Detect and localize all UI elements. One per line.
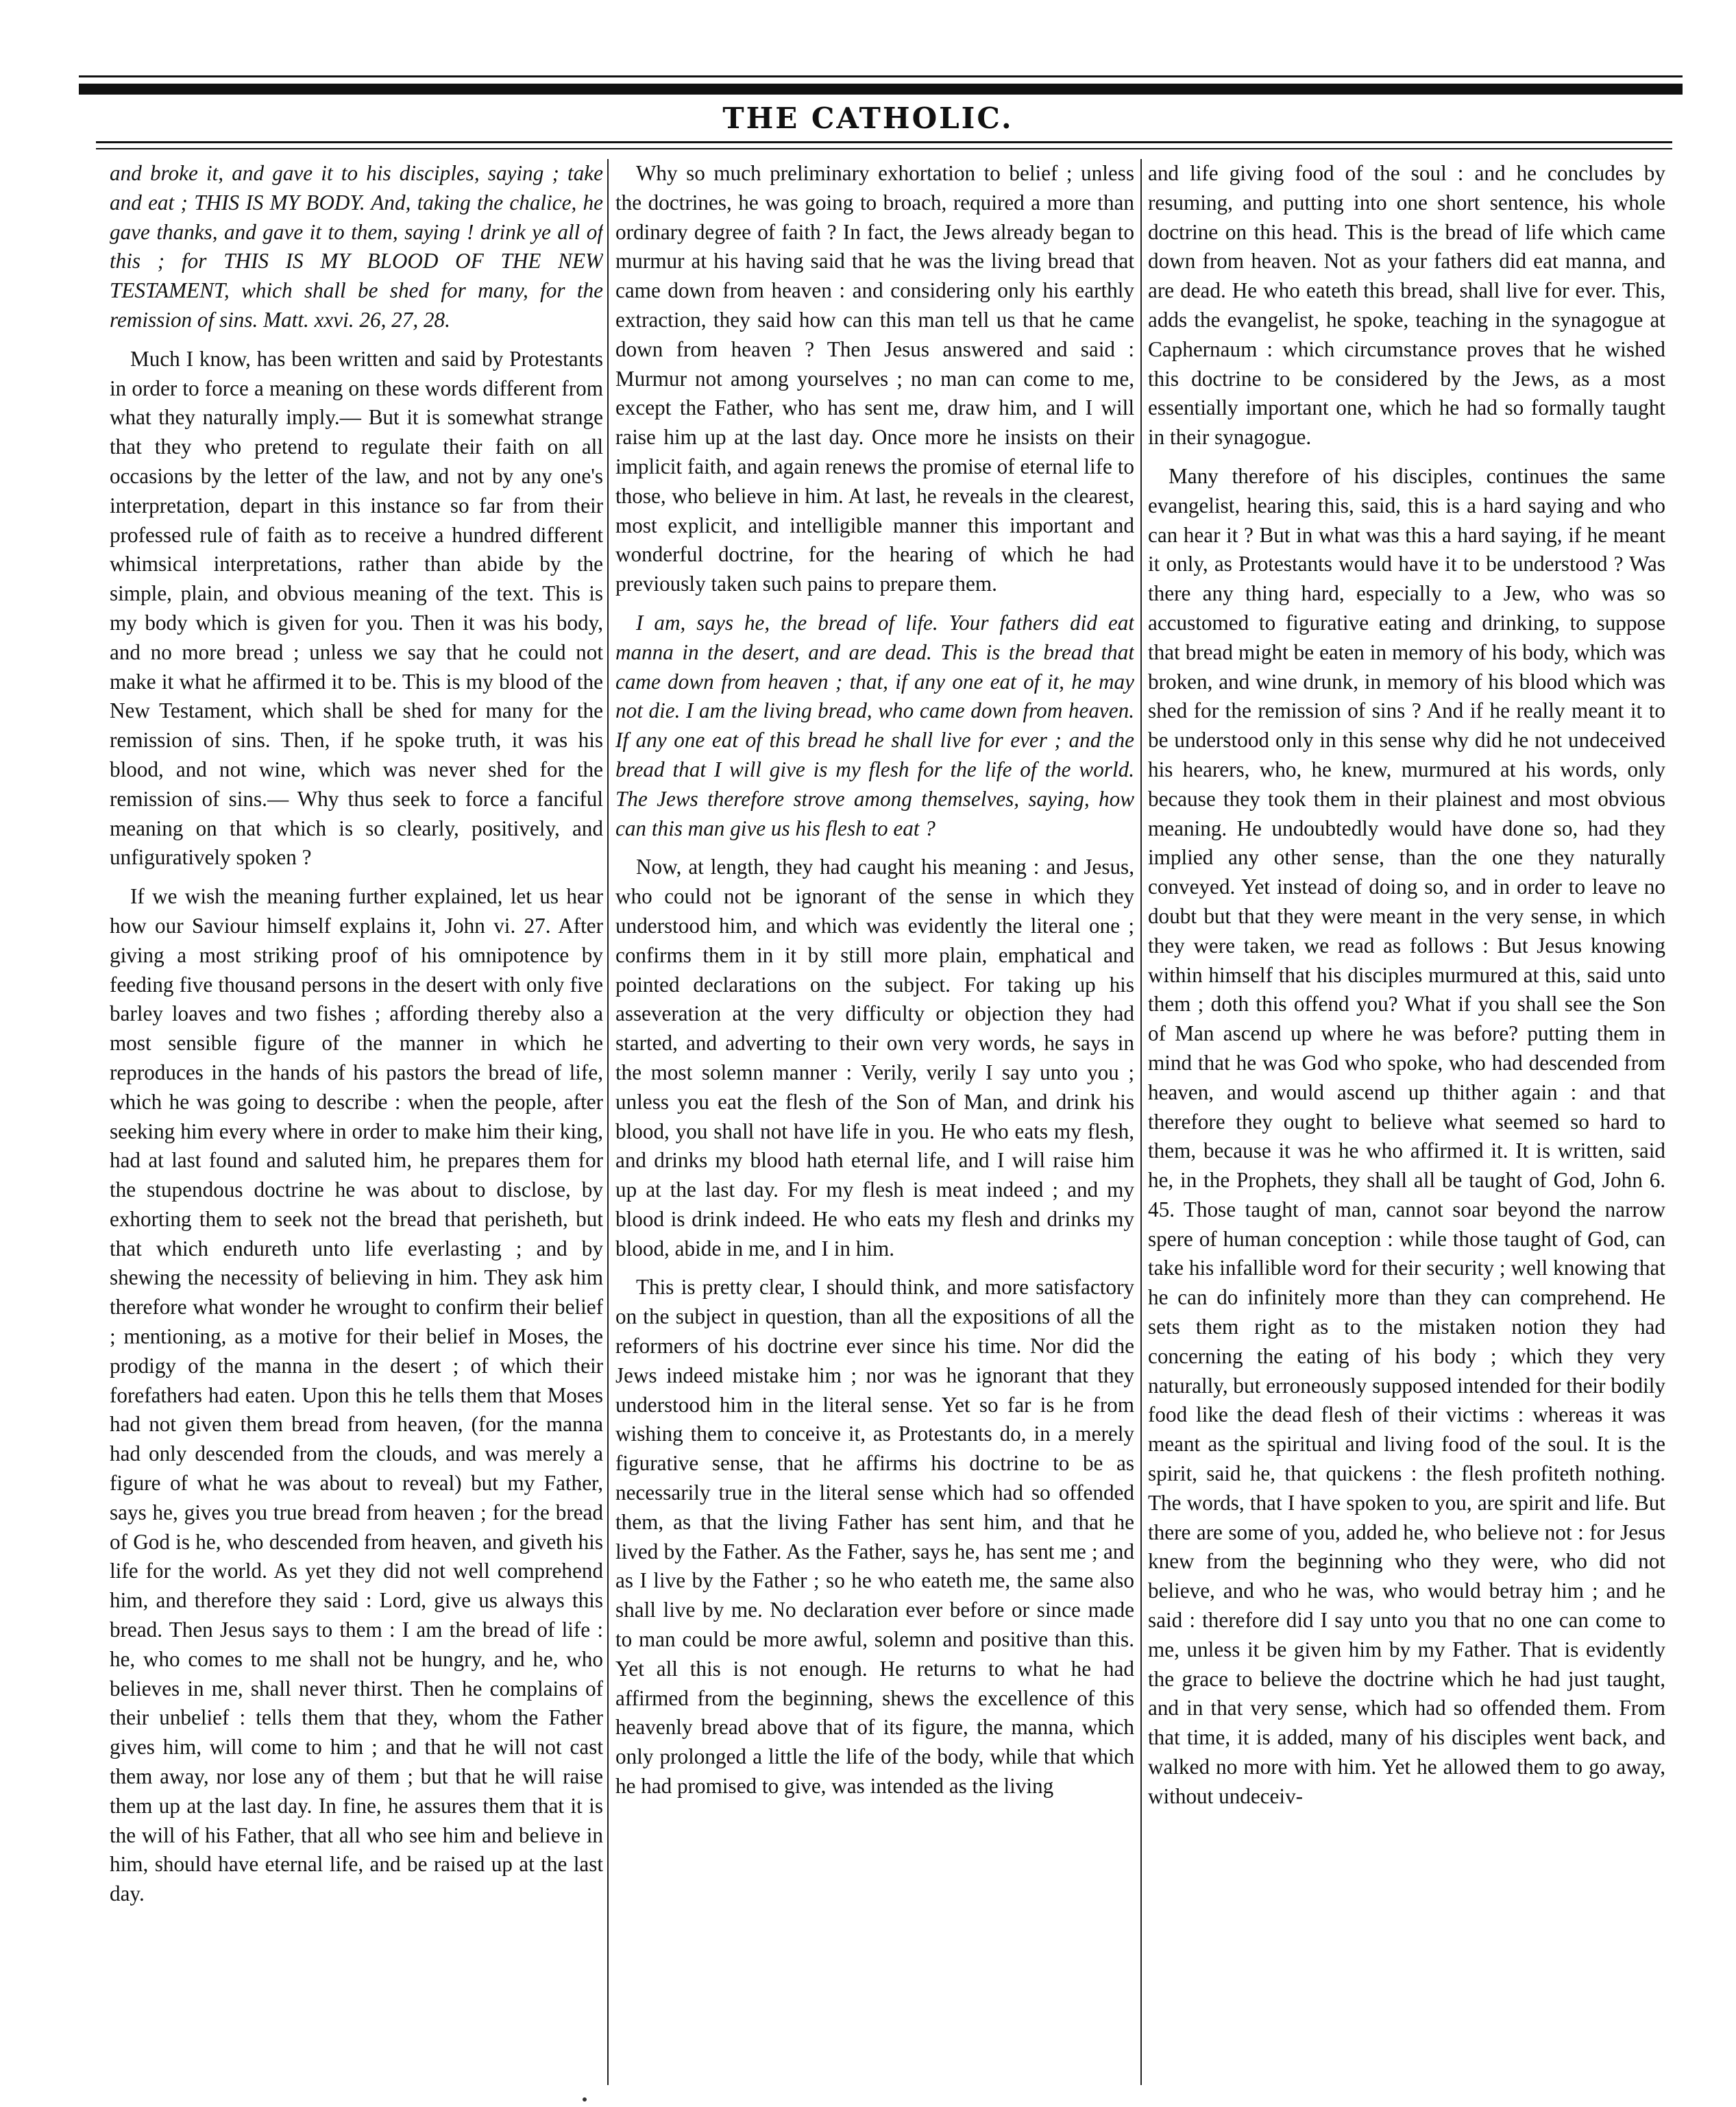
masthead-rule-top [79, 75, 1683, 77]
column-2-paragraph-1: Why so much preliminary exhortation to belief ; unless the doctrines, he was going to broach, required a more than ordinary degree of faith ? In fact, the Jews already began to murmur at his having said that he was the living bread that came down from heaven : and considering only his earthly extraction, they said how can this man tell us that he came down from heaven ? Then Jesus answered and said : Murmur not among yourselves ; no man can come to me, except the Father, who has sent me, draw him, and I will raise him up at the last day. Once more he insists on their implicit faith, and again renews the promise of eternal life to those, who believe in him. At last, he reveals in the clearest, most explicit, and intelligible manner this important and wonderful doctrine, for the hearing of which he had previously taken such pains to prepare them. [615, 161, 1134, 596]
column-1 [110, 159, 603, 2085]
ink-speck [583, 2097, 587, 2102]
column-2-paragraph-3: Now, at length, they had caught his meaning : and Jesus, who could not be ignorant of the sense in which they understood him, and which was evidently the literal one ; confirms them in it by still more plain, emphatical and pointed declarations on the subject. For taking up his asseveration at the very difficulty or objection they had started, and adverting to their own very words, he says in the most solemn manner : Verily, verily I say unto you ; unless you eat the flesh of the Son of Man, and drink his blood, you shall not have life in you. He who eats my flesh, and drinks my blood hath eternal life, and I will raise him up at the last day. For my flesh is meat indeed ; and my blood is drink indeed. He who eats my flesh and drinks my blood, abide in me, and I in him. [615, 855, 1134, 1260]
column-3 [1148, 159, 1665, 2085]
column-1-paragraph-2: Much I know, has been written and said by Protestants in order to force a meaning on these words different from what they naturally imply.— But it is somewhat strange that they who pretend to regulate their faith on all occasions by the letter of the law, and not by any one's interpretation, depart in this instance so far from their professed rule of faith as to receive a hundred different whimsical interpretations, rather than abide by the simple, plain, and obvious meaning of the text. This is my body which is given for you. Then it was his body, and no more bread ; unless we say that he could not make it what he affirmed it to be. This is my blood of the New Testament, which shall be shed for many for the remission of sins. Then, if he spoke truth, it was his blood, and not wine, which was never shed for the remission of sins.— Why thus seek to force a fanciful meaning on that which is so clearly, positively, and unfiguratively spoken ? [110, 346, 603, 870]
masthead-rule-thick [79, 84, 1683, 95]
column-divider-2 [1140, 159, 1142, 2085]
column-1-paragraph-1: and broke it, and gave it to his disciples, saying ; take and eat ; THIS IS MY BODY. And, taking the chalice, he gave thanks, and gave it to them, saying ! drink ye all of this ; for THIS IS MY BLOOD OF THE NEW TESTAMENT, which shall be shed for many, for the remission of sins. Matt. xxvi. 26, 27, 28. [110, 161, 603, 332]
column-2-paragraph-2: I am, says he, the bread of life. Your fathers did eat manna in the desert, and are dead. This is the bread that came down from heaven ; that, if any one eat of it, he may not die. I am the living bread, who came down from heaven. If any one eat of this bread he shall live for ever ; and the bread that I will give is my flesh for the life of the world. The Jews therefore strove among themselves, saying, how can this man give us his flesh to eat ? [615, 610, 1134, 840]
column-1-paragraph-3: If we wish the meaning further explained, let us hear how our Saviour himself explains it, John vi. 27. After giving a most striking proof of his omnipotence by feeding five thousand persons in the desert with only five barley loaves and two fishes ; affording thereby also a most sensible figure of the manner in which he reproduces in the hands of his pastors the bread of life, which he was going to describe : when the people, after seeking him every where in order to make him their king, had at last found and saluted him, he prepares them for the stupendous doctrine he was about to disclose, by exhorting them to seek not the bread that perisheth, but that which endureth unto life everlasting ; and by shewing the necessity of believing in him. They ask him therefore what wonder he wrought to confirm their belief ; mentioning, as a motive for their belief in Moses, the prodigy of the manna in the desert ; of which their forefathers had eaten. Upon this he tells them that Moses had not given them bread from heaven, (for the manna had only descended from the clouds, and was merely a figure of what he was about to reveal) but my Father, says he, gives you true bread from heaven ; for the bread of God is he, who descended from heaven, and giveth his life for the world. As yet they did not well comprehend him, and therefore they said : Lord, give us always this bread. Then Jesus says to them : I am the bread of life : he, who comes to me shall not be hungry, and he, who believes in me, shall never thirst. Then he complains of their unbelief : tells them that they, whom the Father gives him, will come to him ; and that he will not cast them away, nor lose any of them ; but that he will raise them up at the last day. In fine, he assures them that it is the will of his Father, that all who see him and believe in him, should have eternal life, and be raised up at the last day. [110, 884, 603, 1906]
column-3-paragraph-1: and life giving food of the soul : and he concludes by resuming, and putting into one short sentence, his whole doctrine on this head. This is the bread of life which came down from heaven. Not as your fathers did eat manna, and are dead. He who eateth this bread, shall live for ever. This, adds the evangelist, he spoke, teaching in the synagogue at Caphernaum : which circumstance proves that he wished this doctrine to be considered by the Jews, as a most essentially important one, which he had so formally taught in their synagogue. [1148, 161, 1665, 450]
column-2 [615, 159, 1134, 2085]
column-3-paragraph-2: Many therefore of his disciples, continues the same evangelist, hearing this, said, this is a hard saying and who can hear it ? But in what was this a hard saying, if he meant it only, as Protestants would have it to be understood ? Was there any thing hard, especially to a Jew, who was so accustomed to figurative eating and drinking, to suppose that bread might be eaten in memory of his body, which was broken, and wine drunk, in memory of his blood which was shed for the remission of sins ? And if he really meant it to be understood only in this sense why did he not undeceived his hearers, who, he knew, murmured at his words, only because they took them in their plainest and most obvious meaning. He undoubtedly would have done so, had they implied any other sense, than the one they naturally conveyed. Yet instead of doing so, and in order to leave no doubt but that they were meant in the very sense, in which they were taken, we read as follows : But Jesus knowing within himself that his disciples murmured at this, said unto them ; doth this offend you? What if you shall see the Son of Man ascend up where he was before? putting them in mind that he was God who spoke, who had descended from heaven, and would ascend up thither again : and that therefore they ought to believe what seemed so hard to them, because it was he who affirmed it. It is written, said he, in the Prophets, they shall all be taught of God, John 6. 45. Those taught of man, cannot soar beyond the narrow spere of human conception : while those taught of God, can take his infallible word for their security ; well knowing that he can do infinitely more than they can comprehend. He sets them right as to the mistaken notion they had concerning the eating of his body ; which they very naturally, but erroneously supposed intended for their bodily food like the dead flesh of their victims : whereas it was meant as the spiritual and living food of the soul. It is the spirit, said he, that quickens : the flesh profiteth nothing. The words, that I have spoken to you, are spirit and life. But there are some of you, added he, who believe not : for Jesus knew from the beginning who they were, who did not believe, and who he was, who would betray him ; and he said : therefore did I say unto you that no one can come to me, unless it be given him by my Father. That is evidently the grace to believe the doctrine which he had just taught, and in that very sense, which had so offended them. From that time, it is added, many of his disciples went back, and walked no more with him. Yet he allowed them to go away, without undeceiv- [1148, 463, 1665, 1808]
masthead-rule-bottom-2 [96, 148, 1672, 149]
column-2-paragraph-4: This is pretty clear, I should think, and more satisfactory on the subject in question, than all the expositions of all the reformers of his doctrine ever since his time. Nor did the Jews indeed mistake him ; nor was he ignorant that they understood him in the literal sense. Yet so far is he from wishing them to conceive it, as Protestants do, in a merely figurative sense, that he affirms his doctrine to be as necessarily true in the literal sense which had so offended them, as that the living Father has sent him, and that he lived by the Father. As the Father, says he, has sent me ; and as I live by the Father ; so he who eateth me, the same also shall live by me. No declaration ever before or since made to man could be more awful, solemn and positive than this. Yet all this is not enough. He returns to what he had affirmed from the beginning, shews the excellence of this heavenly bread above that of its figure, the manna, which only prolonged a little the life of the body, while that which he had promised to give, was intended as the living [615, 1275, 1134, 1799]
masthead-rule-bottom [96, 141, 1672, 143]
masthead-title: THE CATHOLIC. [722, 101, 1014, 135]
column-divider-1 [607, 159, 609, 2085]
